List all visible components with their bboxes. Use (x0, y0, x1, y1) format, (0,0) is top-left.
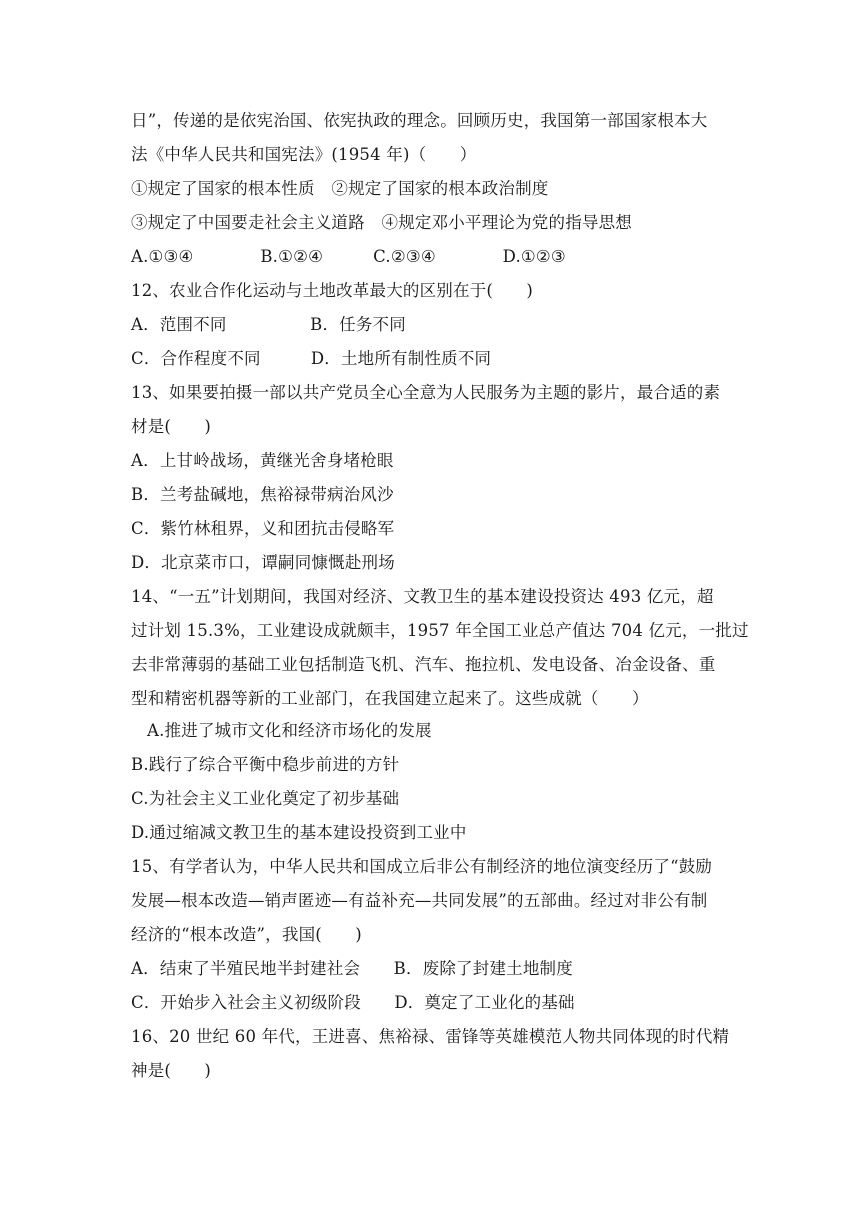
q15-stem-line3: 经济的“根本改造”，我国( ) (131, 925, 362, 944)
q12-options-line2: C．合作程度不同 D．土地所有制性质不同 (131, 349, 492, 368)
q13-stem-line2: 材是( ) (131, 417, 212, 436)
q15-stem-line1: 15、有学者认为，中华人民共和国成立后非公有制经济的地位演变经历了“鼓励 (131, 857, 713, 876)
q12-stem: 12、农业合作化运动与土地改革最大的区别在于( ) (131, 281, 534, 300)
q13-option-d: D．北京菜市口，谭嗣同慷慨赴刑场 (131, 553, 395, 572)
q16-stem-line1: 16、20 世纪 60 年代，王进喜、焦裕禄、雷锋等英雄模范人物共同体现的时代精 (131, 1027, 730, 1046)
q14-stem-line3: 去非常薄弱的基础工业包括制造飞机、汽车、拖拉机、发电设备、冶金设备、重 (131, 655, 716, 674)
q11-continuation-line2: 法《中华人民共和国宪法》(1954 年)（ ） (131, 145, 477, 164)
q13-option-b: B．兰考盐碱地，焦裕禄带病治风沙 (131, 485, 394, 504)
q14-option-c: C.为社会主义工业化奠定了初步基础 (131, 789, 400, 808)
q11-options: A.①③④ B.①②④ C.②③④ D.①②③ (131, 247, 566, 266)
q13-stem-line1: 13、如果要拍摄一部以共产党员全心全意为人民服务为主题的影片，最合适的素 (131, 383, 721, 402)
q13-option-a: A．上甘岭战场，黄继光舍身堵枪眼 (131, 451, 394, 470)
q15-options-line2: C．开始步入社会主义初级阶段 D．奠定了工业化的基础 (131, 993, 575, 1012)
q14-stem-line4: 型和精密机器等新的工业部门，在我国建立起来了。这些成就（ ） (131, 689, 649, 708)
q14-option-b: B.践行了综合平衡中稳步前进的方针 (131, 755, 400, 774)
q13-option-c: C．紫竹林租界，义和团抗击侵略军 (131, 519, 395, 538)
q15-stem-line2: 发展—根本改造—销声匿迹—有益补充—共同发展”的五部曲。经过对非公有制 (131, 891, 708, 910)
q14-option-d: D.通过缩减文教卫生的基本建设投资到工业中 (131, 823, 467, 842)
q14-stem-line2: 过计划 15.3%，工业建设成就颇丰，1957 年全国工业总产值达 704 亿元，一批过 (131, 621, 749, 640)
q12-options-line1: A．范围不同 B．任务不同 (131, 315, 406, 334)
q11-statements-line2: ③规定了中国要走社会主义道路 ④规定邓小平理论为党的指导思想 (131, 213, 632, 232)
q11-continuation-line1: 日”，传递的是依宪治国、依宪执政的理念。回顾历史，我国第一部国家根本大 (131, 111, 708, 130)
q14-option-a: A.推进了城市文化和经济市场化的发展 (147, 721, 432, 740)
q11-statements-line1: ①规定了国家的根本性质 ②规定了国家的根本政治制度 (131, 179, 549, 198)
q15-options-line1: A．结束了半殖民地半封建社会 B．废除了封建土地制度 (131, 959, 573, 978)
q14-stem-line1: 14、“一五”计划期间，我国对经济、文教卫生的基本建设投资达 493 亿元，超 (131, 587, 714, 606)
q16-stem-line2: 神是( ) (131, 1061, 212, 1080)
